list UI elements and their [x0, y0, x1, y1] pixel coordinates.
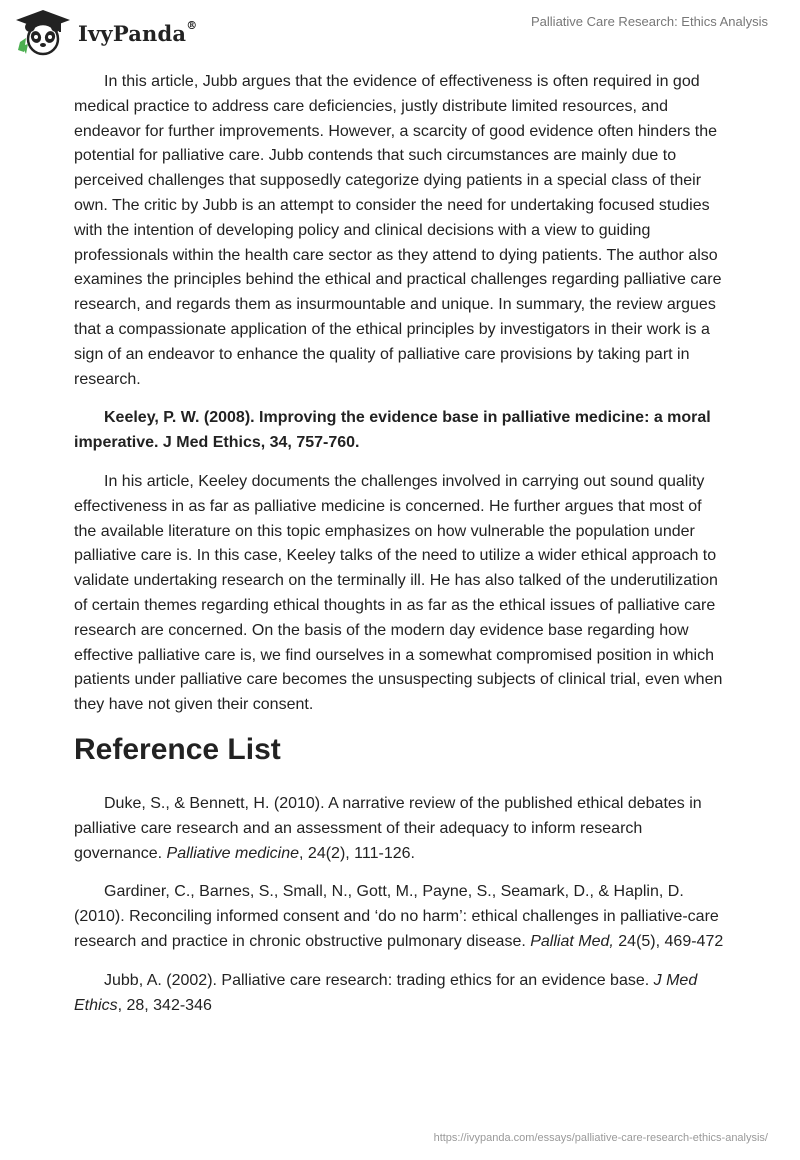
reference-item: Jubb, A. (2002). Palliative care research: trading ethics for an evidence base. J Med Ethics, 28, 342-346: [74, 971, 698, 1014]
logo-wordmark: IvyPanda®: [78, 18, 198, 46]
page-header: [0, 0, 800, 70]
reference-item: Duke, S., & Bennett, H. (2010). A narrative review of the published ethical debates in palliative care research and an assessment of their adequacy to inform research governance. Palliative medicine, 24(2), 111-126.: [74, 794, 702, 862]
body-paragraph-1: In this article, Jubb argues that the evidence of effectiveness is often required in god medical practice to address care deficiencies, justly distribute limited resources, and endeavor for further improvements. However, a scarcity of good evidence often hinders the potential for palliative care. Jubb contends that such circumstances are mainly due to perceived challenges that supposedly categorize dying patients in a special class of their own. The critic by Jubb is an attempt to consider the need for undertaking focused studies with the intention of developing policy and clinical decisions with a view to guiding professionals within the health care sector as they attend to dying patients. The author also examines the principles behind the ethical and practical challenges regarding palliative care research, and regards them as insurmountable and unique. In summary, the review argues that a compassionate application of the ethical principles by investigators in their work is a sign of an endeavor to enhance the quality of palliative care provisions by taking part in research.: [74, 73, 722, 388]
ivypanda-logo[interactable]: [14, 8, 197, 58]
reference-item: Gardiner, C., Barnes, S., Small, N., Gott, M., Payne, S., Seamark, D., & Haplin, D. (2010). Reconciling informed consent and ‘do no harm’: ethical challenges in palliative-care research and practice in chronic obstructive pulmonary disease. Palliat Med, 24(5), 469-472: [74, 883, 724, 950]
source-url[interactable]: https://ivypanda.com/essays/palliative-care-research-ethics-analysis/: [433, 1132, 768, 1144]
reference-list-heading: Reference List: [74, 732, 281, 766]
article-content: [74, 70, 726, 1032]
document-title: Palliative Care Research: Ethics Analysis: [531, 14, 768, 29]
panda-graduate-icon: [14, 8, 72, 58]
annotated-citation: Keeley, P. W. (2008). Improving the evidence base in palliative medicine: a moral imperative. J Med Ethics, 34, 757-760.: [74, 409, 711, 452]
body-paragraph-2: In his article, Keeley documents the challenges involved in carrying out sound quality effectiveness in as far as palliative medicine is concerned. He further argues that most of the available literature on this topic emphasizes on how vulnerable the population under palliative care is. In this case, Keeley talks of the need to utilize a wider ethical approach to validate undertaking research on the terminally ill. He has also talked of the underutilization of certain themes regarding ethical thoughts in as far as the ethical issues of palliative care research are concerned. On the basis of the modern day evidence base regarding how effective palliative care is, we find ourselves in a somewhat compromised position in which patients under palliative care becomes the unsuspecting subjects of clinical trial, even when they have not given their consent.: [74, 472, 723, 714]
